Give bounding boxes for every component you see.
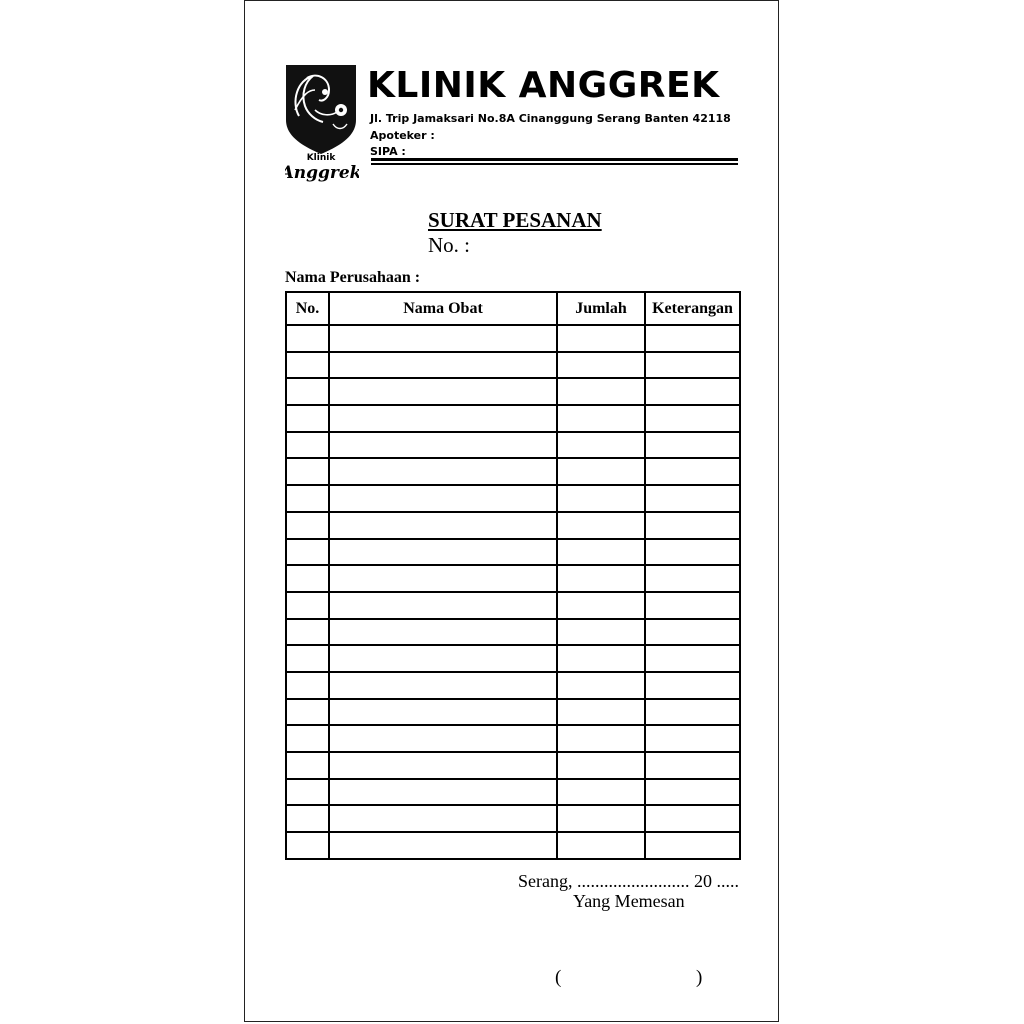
cell-keterangan[interactable] [645, 645, 740, 672]
table-row [286, 458, 740, 485]
header-rule-thin [371, 163, 738, 165]
table-row [286, 752, 740, 779]
cell-nama-obat[interactable] [329, 565, 557, 592]
cell-jumlah[interactable] [557, 645, 645, 672]
cell-keterangan[interactable] [645, 539, 740, 566]
company-name-label: Nama Perusahaan : [285, 269, 421, 286]
cell-keterangan[interactable] [645, 725, 740, 752]
cell-nama-obat[interactable] [329, 805, 557, 832]
cell-jumlah[interactable] [557, 458, 645, 485]
cell-nama-obat[interactable] [329, 779, 557, 806]
sipa-label: SIPA : [370, 145, 406, 158]
cell-no[interactable] [286, 672, 329, 699]
cell-no[interactable] [286, 512, 329, 539]
cell-nama-obat[interactable] [329, 458, 557, 485]
cell-no[interactable] [286, 752, 329, 779]
cell-jumlah[interactable] [557, 512, 645, 539]
logo-small-text: Klinik [306, 153, 336, 163]
cell-keterangan[interactable] [645, 672, 740, 699]
table-row [286, 432, 740, 459]
cell-keterangan[interactable] [645, 485, 740, 512]
cell-jumlah[interactable] [557, 565, 645, 592]
clinic-logo [285, 64, 359, 184]
signature-bracket-open: ( [555, 967, 562, 988]
cell-jumlah[interactable] [557, 485, 645, 512]
cell-nama-obat[interactable] [329, 672, 557, 699]
cell-no[interactable] [286, 352, 329, 379]
header-rule-thick [371, 158, 738, 161]
cell-nama-obat[interactable] [329, 352, 557, 379]
cell-keterangan[interactable] [645, 592, 740, 619]
cell-keterangan[interactable] [645, 512, 740, 539]
cell-no[interactable] [286, 458, 329, 485]
cell-jumlah[interactable] [557, 779, 645, 806]
cell-jumlah[interactable] [557, 592, 645, 619]
cell-keterangan[interactable] [645, 779, 740, 806]
order-table-body [286, 325, 740, 859]
cell-nama-obat[interactable] [329, 432, 557, 459]
order-form-sheet [244, 0, 779, 1022]
table-row [286, 325, 740, 352]
cell-nama-obat[interactable] [329, 725, 557, 752]
cell-no[interactable] [286, 539, 329, 566]
signature-bracket-close: ) [696, 967, 703, 988]
order-table [285, 291, 741, 860]
table-row [286, 805, 740, 832]
cell-no[interactable] [286, 565, 329, 592]
cell-jumlah[interactable] [557, 352, 645, 379]
cell-nama-obat[interactable] [329, 378, 557, 405]
table-row [286, 565, 740, 592]
cell-keterangan[interactable] [645, 805, 740, 832]
cell-no[interactable] [286, 699, 329, 726]
table-row [286, 512, 740, 539]
table-row [286, 592, 740, 619]
cell-no[interactable] [286, 485, 329, 512]
cell-jumlah[interactable] [557, 672, 645, 699]
cell-nama-obat[interactable] [329, 619, 557, 646]
cell-jumlah[interactable] [557, 325, 645, 352]
cell-nama-obat[interactable] [329, 485, 557, 512]
cell-no[interactable] [286, 432, 329, 459]
cell-jumlah[interactable] [557, 832, 645, 859]
cell-keterangan[interactable] [645, 832, 740, 859]
cell-keterangan[interactable] [645, 699, 740, 726]
cell-nama-obat[interactable] [329, 405, 557, 432]
table-row [286, 352, 740, 379]
cell-keterangan[interactable] [645, 325, 740, 352]
cell-keterangan[interactable] [645, 619, 740, 646]
cell-nama-obat[interactable] [329, 752, 557, 779]
table-row [286, 832, 740, 859]
cell-no[interactable] [286, 645, 329, 672]
table-row [286, 405, 740, 432]
cell-nama-obat[interactable] [329, 832, 557, 859]
table-row [286, 699, 740, 726]
cell-nama-obat[interactable] [329, 645, 557, 672]
cell-jumlah[interactable] [557, 539, 645, 566]
cell-keterangan[interactable] [645, 378, 740, 405]
column-header-no: No. [286, 292, 329, 325]
cell-keterangan[interactable] [645, 752, 740, 779]
place-date-line: Serang, ......................... 20 ..... [518, 871, 739, 891]
clinic-logo-icon [285, 64, 359, 184]
cell-no[interactable] [286, 378, 329, 405]
cell-jumlah[interactable] [557, 725, 645, 752]
cell-jumlah[interactable] [557, 619, 645, 646]
cell-no[interactable] [286, 592, 329, 619]
document-number-label: No. : [428, 233, 470, 257]
cell-no[interactable] [286, 779, 329, 806]
table-row [286, 672, 740, 699]
cell-jumlah[interactable] [557, 699, 645, 726]
cell-no[interactable] [286, 725, 329, 752]
cell-no[interactable] [286, 405, 329, 432]
table-row [286, 619, 740, 646]
table-row [286, 725, 740, 752]
cell-keterangan[interactable] [645, 352, 740, 379]
cell-keterangan[interactable] [645, 405, 740, 432]
table-row [286, 779, 740, 806]
apoteker-label: Apoteker : [370, 129, 435, 142]
cell-nama-obat[interactable] [329, 592, 557, 619]
cell-nama-obat[interactable] [329, 512, 557, 539]
cell-keterangan[interactable] [645, 458, 740, 485]
table-row [286, 645, 740, 672]
cell-no[interactable] [286, 805, 329, 832]
cell-jumlah[interactable] [557, 405, 645, 432]
column-header-jumlah: Jumlah [557, 292, 645, 325]
column-header-keterangan: Keterangan [645, 292, 740, 325]
cell-nama-obat[interactable] [329, 699, 557, 726]
table-row [286, 378, 740, 405]
clinic-address: Jl. Trip Jamaksari No.8A Cinanggung Serang Banten 42118 [370, 112, 731, 125]
cell-jumlah[interactable] [557, 378, 645, 405]
cell-no[interactable] [286, 832, 329, 859]
cell-keterangan[interactable] [645, 565, 740, 592]
logo-script-text: Anggrek [285, 163, 359, 183]
clinic-name: KLINIK ANGGREK [367, 65, 720, 106]
cell-keterangan[interactable] [645, 432, 740, 459]
table-row [286, 539, 740, 566]
cell-no[interactable] [286, 325, 329, 352]
cell-no[interactable] [286, 619, 329, 646]
cell-jumlah[interactable] [557, 752, 645, 779]
cell-nama-obat[interactable] [329, 325, 557, 352]
document-title: SURAT PESANAN [428, 208, 602, 232]
orderer-label: Yang Memesan [573, 891, 685, 911]
cell-jumlah[interactable] [557, 805, 645, 832]
cell-nama-obat[interactable] [329, 539, 557, 566]
column-header-nama-obat: Nama Obat [329, 292, 557, 325]
table-row [286, 485, 740, 512]
table-header-row [286, 292, 740, 325]
cell-jumlah[interactable] [557, 432, 645, 459]
